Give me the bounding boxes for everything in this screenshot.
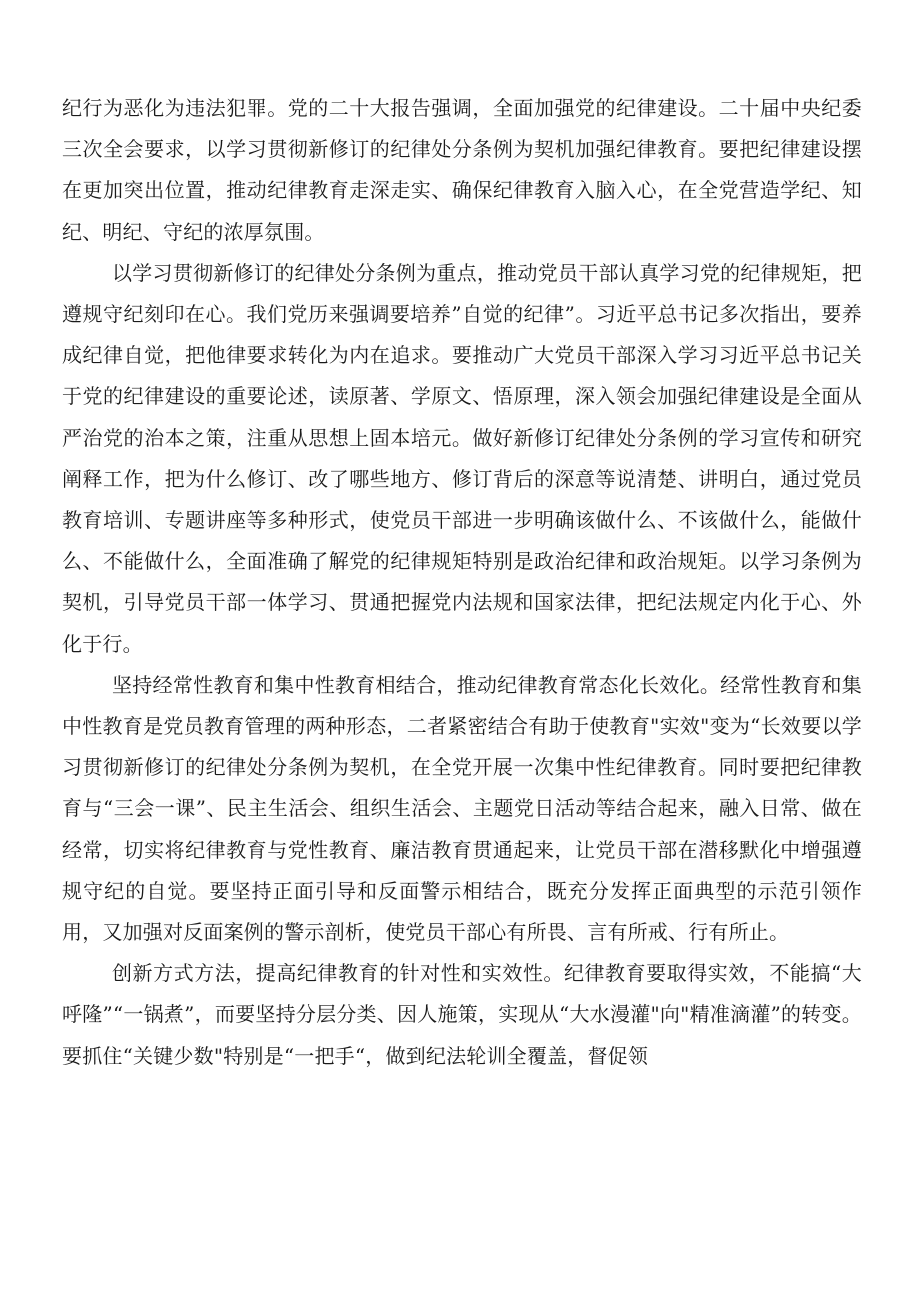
paragraph-innovate-methods: 创新方式方法，提高纪律教育的针对性和实效性。纪律教育要取得实效，不能搞“大呼隆”“一锅煮”，而要坚持分层分类、因人施策，实现从“大水漫灌"向"精准滴灌”的转变。要抓住“关键少数"特别是“一把手“，做到纪法轮训全覆盖，督促领 [62,961,862,1068]
paragraph-continuation: 纪行为恶化为违法犯罪。党的二十大报告强调，全面加强党的纪律建设。二十届中央纪委三次全会要求，以学习贯彻新修订的纪律处分条例为契机加强纪律教育。要把纪律建设摆在更加突出位置，推动纪律教育走深走实、确保纪律教育入脑入心，在全党营造学纪、知纪、明纪、守纪的浓厚氛围。 [62,96,862,244]
paragraph-regular-and-focused-education: 坚持经常性教育和集中性教育相结合，推动纪律教育常态化长效化。经常性教育和集中性教育是党员教育管理的两种形态，二者紧密结合有助于使教育"实效"变为“长效要以学习贯彻新修订的纪律处分条例为契机，在全党开展一次集中性纪律教育。同时要把纪律教育与“三会一课”、民主生活会、组织生活会、主题党日活动等结合起来，融入日常、做在经常，切实将纪律教育与党性教育、廉洁教育贯通起来，让党员干部在潜移默化中增强遵规守纪的自觉。要坚持正面引导和反面警示相结合，既充分发挥正面典型的示范引领作用，又加强对反面案例的警示剖析，使党员干部心有所畏、言有所戒、行有所止。 [62,672,862,945]
paragraph-study-regulations: 以学习贯彻新修订的纪律处分条例为重点，推动党员干部认真学习党的纪律规矩，把遵规守纪刻印在心。我们党历来强调要培养”自觉的纪律”。习近平总书记多次指出，要养成纪律自觉，把他律要求转化为内在追求。要推动广大党员干部深入学习习近平总书记关于党的纪律建设的重要论述，读原著、学原文、悟原理，深入领会加强纪律建设是全面从严治党的治本之策，注重从思想上固本培元。做好新修订纪律处分条例的学习宣传和研究阐释工作，把为什么修订、改了哪些地方、修订背后的深意等说清楚、讲明白，通过党员教育培训、专题讲座等多种形式，使党员干部进一步明确该做什么、不该做什么，能做什么、不能做什么，全面准确了解党的纪律规矩特别是政治纪律和政治规矩。以学习条例为契机，引导党员干部一体学习、贯通把握党内法规和国家法律，把纪法规定内化于心、外化于行。 [62,260,862,656]
document-body [62,88,862,1077]
